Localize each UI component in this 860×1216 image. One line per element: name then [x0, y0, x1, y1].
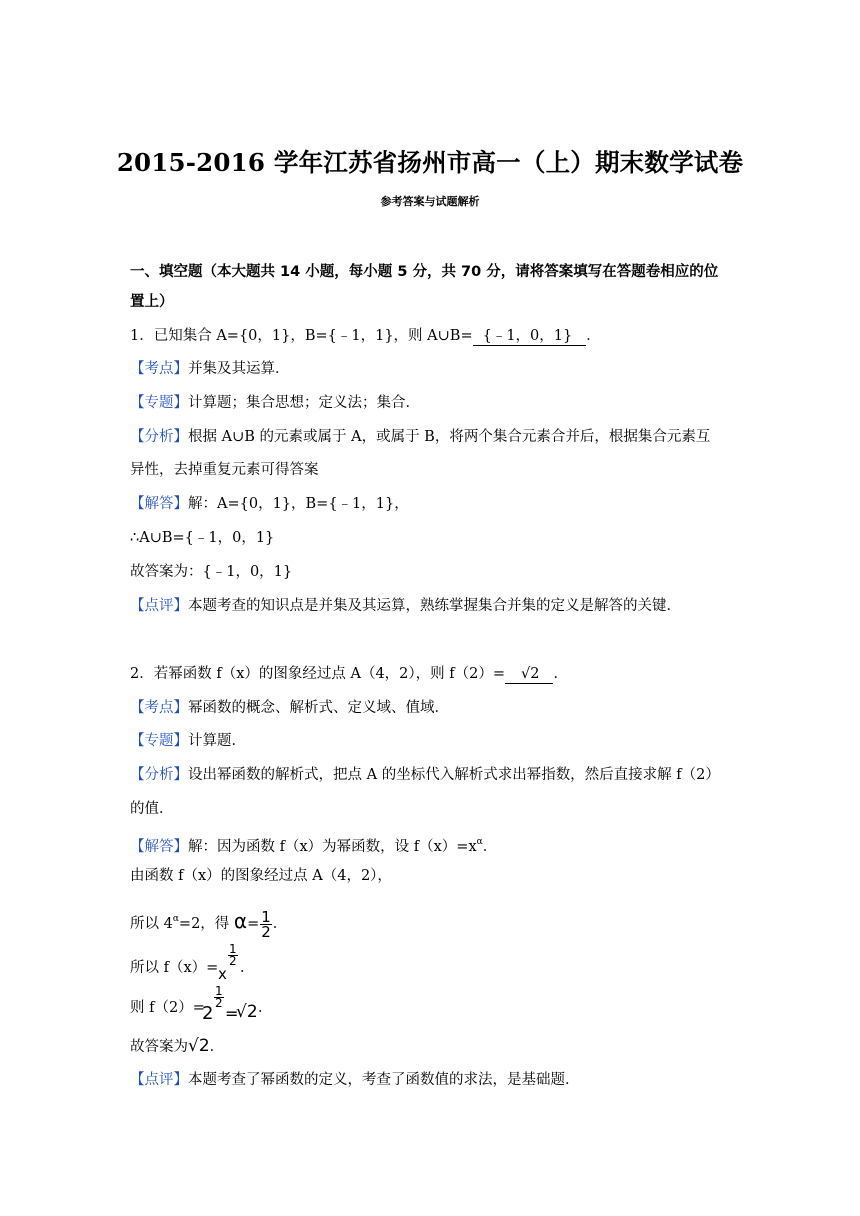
q2-stem-end: ．: [553, 666, 568, 682]
q2-jieda-line3-mid: =2，得: [178, 916, 230, 932]
q2-jieda-line2: 由函数 f（x）的图象经过点 A（4，2），: [130, 868, 392, 884]
q1-zhuanti-text: 计算题；集合思想；定义法；集合．: [188, 395, 420, 411]
q2-exponent-fraction: [228, 944, 238, 967]
q2-exponent-fraction: [214, 986, 224, 1009]
q2-zhuanti-text: 计算题．: [188, 733, 246, 749]
q2-sqrt2: √2: [236, 1002, 258, 1022]
section-heading-line2: 置上）: [130, 294, 174, 310]
q1-dianping-text: 本题考查的知识点是并集及其运算，熟练掌握集合并集的定义是解答的关键．: [188, 598, 681, 614]
q1-kaodian-text: 并集及其运算．: [188, 361, 290, 377]
page-title: 2015-2016 学年江苏省扬州市高一（上）期末数学试卷: [116, 148, 744, 177]
q2-jieda-text1: 解：因为函数 f（x）为幂函数，设 f（x）=x: [188, 839, 477, 855]
q2-sqrt2: √2: [188, 1036, 210, 1056]
q2-dianping-tag: 【点评】: [130, 1072, 188, 1088]
q2-zhuanti: [130, 731, 246, 751]
q2-jieda: [130, 832, 497, 857]
q2-equals: =: [247, 916, 260, 932]
q2-stem-text: 2．若幂函数 f（x）的图象经过点 A（4，2），则 f（2）=: [130, 666, 506, 682]
q2-two-base: 2: [202, 1003, 214, 1024]
q2-jieda-text1-end: ．: [482, 839, 498, 855]
q1-zhuanti: [130, 393, 420, 413]
q2-jieda-line3-text: 所以 4: [130, 916, 173, 932]
q2-stem: [130, 664, 568, 684]
q2-period: ．: [272, 916, 288, 932]
q1-fenxi-text1: 根据 A∪B 的元素或属于 A，或属于 B，将两个集合元素合并后，根据集合元素互: [188, 429, 711, 445]
q2-period: ．: [209, 1039, 225, 1055]
q2-jieda-line5-text: 则 f（2）=: [130, 1000, 205, 1016]
q1-stem: [130, 326, 601, 346]
q2-alpha-exp: α: [172, 914, 179, 924]
q1-kaodian-tag: 【考点】: [130, 361, 188, 377]
q1-jieda-tag: 【解答】: [130, 496, 188, 512]
q2-fenxi: [130, 765, 720, 785]
page-subtitle: 参考答案与试题解析: [380, 195, 480, 208]
q2-jieda-tag: 【解答】: [130, 839, 188, 855]
q1-stem-end: ．: [586, 328, 601, 344]
q2-kaodian-text: 幂函数的概念、解析式、定义域、值域．: [188, 700, 449, 716]
section-heading-line1: 一、填空题（本大题共 14 小题，每小题 5 分，共 70 分，请将答案填写在答题卷相应的位: [130, 264, 719, 280]
q2-x-base: x: [218, 965, 227, 983]
q2-fenxi-text1: 设出幂函数的解析式，把点 A 的坐标代入解析式求出幂指数，然后直接求解 f（2）: [188, 767, 720, 783]
q2-jieda-line6-text: 故答案为: [130, 1039, 188, 1055]
q2-jieda-line6: [130, 1036, 224, 1057]
q2-fenxi-tag: 【分析】: [130, 767, 188, 783]
fraction-denominator: 2: [261, 922, 271, 941]
q1-fenxi-line2: 异性，去掉重复元素可得答案: [130, 462, 319, 478]
q2-fenxi-line2: 的值．: [130, 801, 174, 817]
fraction-denominator: 2: [215, 996, 223, 1010]
q2-jieda-line4-text: 所以 f（x）=: [130, 960, 219, 976]
fraction-numerator: 1: [215, 984, 223, 998]
q1-zhuanti-tag: 【专题】: [130, 395, 188, 411]
q2-period: ．: [258, 1000, 273, 1016]
q1-kaodian: [130, 359, 290, 379]
q1-jieda-text1: 解：A={0，1}，B={﹣1，1}，: [188, 496, 409, 512]
q1-dianping: [130, 596, 681, 616]
q2-dianping-text: 本题考查了幂函数的定义，考查了函数值的求法，是基础题．: [188, 1072, 580, 1088]
q2-kaodian-tag: 【考点】: [130, 700, 188, 716]
q2-alpha-fraction: [260, 907, 272, 941]
q2-kaodian: [130, 698, 449, 718]
q2-equals: =: [225, 1004, 239, 1023]
fraction-denominator: 2: [229, 954, 237, 968]
q1-jieda-line3: 故答案为：{﹣1，0，1}: [130, 564, 293, 580]
q2-jieda-line3: [130, 902, 287, 941]
q2-answer: √2: [505, 666, 553, 684]
fraction-numerator: 1: [229, 942, 237, 956]
q1-dianping-tag: 【点评】: [130, 598, 188, 614]
q2-alpha-sup: α: [476, 837, 483, 847]
q1-answer: {﹣1，0，1}: [473, 328, 587, 346]
q1-jieda: [130, 494, 409, 514]
q2-zhuanti-tag: 【专题】: [130, 733, 188, 749]
fraction-numerator: 1: [261, 907, 271, 926]
q1-fenxi: [130, 427, 710, 447]
q2-alpha-symbol: α: [233, 909, 248, 933]
q1-jieda-line2: ∴A∪B={﹣1，0，1}: [130, 530, 275, 546]
q2-period: ．: [240, 960, 255, 976]
q1-stem-text: 1．已知集合 A={0，1}，B={﹣1，1}，则 A∪B=: [130, 328, 473, 344]
q2-dianping: [130, 1070, 580, 1090]
q1-fenxi-tag: 【分析】: [130, 429, 188, 445]
